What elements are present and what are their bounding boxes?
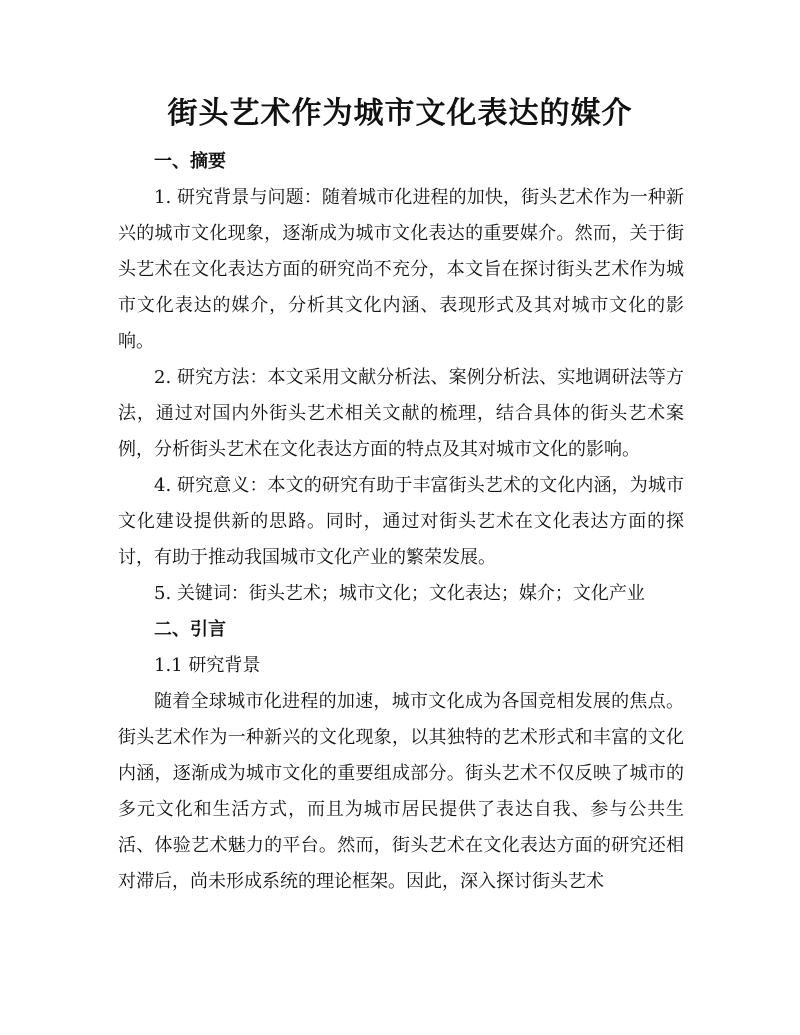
document-body xyxy=(118,144,684,900)
intro-paragraph-1: 随着全球城市化进程的加速，城市文化成为各国竞相发展的焦点。街头艺术作为一种新兴的文化现象，以其独特的艺术形式和丰富的文化内涵，逐渐成为城市文化的重要组成部分。街头艺术不仅反映了城市的多元文化和生活方式，而且为城市居民提供了表达自我、参与公共生活、体验艺术魅力的平台。然而，街头艺术在文化表达方面的研究还相对滞后，尚未形成系统的理论框架。因此，深入探讨街头艺术 xyxy=(118,691,684,892)
document-title: 街头艺术作为城市文化表达的媒介 xyxy=(167,96,633,131)
abstract-paragraph-4: 4. 研究意义：本文的研究有助于丰富街头艺术的文化内涵，为城市文化建设提供新的思路。同时，通过对街头艺术在文化表达方面的探讨，有助于推动我国城市文化产业的繁荣发展。 xyxy=(118,475,684,568)
abstract-paragraph-2: 2. 研究方法：本文采用文献分析法、案例分析法、实地调研法等方法，通过对国内外街头艺术相关文献的梳理，结合具体的街头艺术案例，分析街头艺术在文化表达方面的特点及其对城市文化的影响。 xyxy=(118,367,684,460)
abstract-keywords: 5. 关键词：街头艺术；城市文化；文化表达；媒介；文化产业 xyxy=(154,583,645,604)
abstract-paragraph-1: 1. 研究背景与问题：随着城市化进程的加快，街头艺术作为一种新兴的城市文化现象，逐渐成为城市文化表达的重要媒介。然而，关于街头艺术在文化表达方面的研究尚不充分，本文旨在探讨街头艺术作为城市文化表达的媒介，分析其文化内涵、表现形式及其对城市文化的影响。 xyxy=(118,187,684,352)
abstract-heading: 一、摘要 xyxy=(154,151,226,172)
intro-heading: 二、引言 xyxy=(154,619,226,640)
intro-subheading-background: 1.1 研究背景 xyxy=(154,655,261,676)
